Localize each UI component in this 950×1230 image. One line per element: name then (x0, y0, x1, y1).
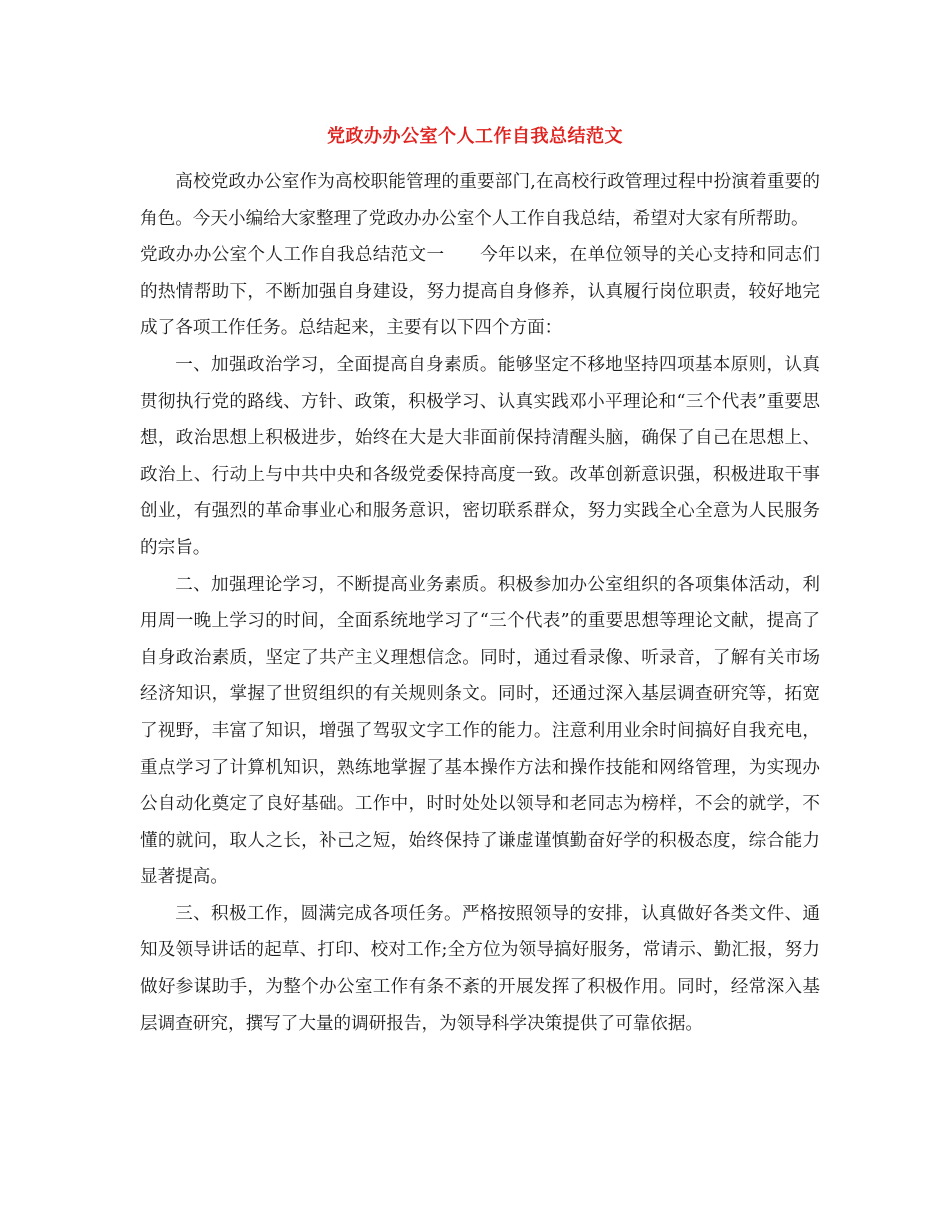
paragraph-point-two: 二、加强理论学习，不断提高业务素质。积极参加办公室组织的各项集体活动，利用周一晚上学习的时间，全面系统地学习了“三个代表”的重要思想等理论文献，提高了自身政治素质，坚定了共产主义理想信念。同时，通过看录像、听录音，了解有关市场经济知识，掌握了世贸组织的有关规则条文。同时，还通过深入基层调查研究等，拓宽了视野，丰富了知识，增强了驾驭文字工作的能力。注意利用业余时间搞好自我充电，重点学习了计算机知识，熟练地掌握了基本操作方法和操作技能和网络管理，为实现办公自动化奠定了良好基础。工作中，时时处处以领导和老同志为榜样，不会的就学，不懂的就问，取人之长，补己之短，始终保持了谦虚谨慎勤奋好学的积极态度，综合能力显著提高。 (140, 574, 820, 888)
paragraph-point-three: 三、积极工作，圆满完成各项任务。严格按照领导的安排，认真做好各类文件、通知及领导讲话的起草、打印、校对工作;全方位为领导搞好服务，常请示、勤汇报，努力做好参谋助手，为整个办公室工作有条不紊的开展发挥了积极作用。同时，经常深入基层调查研究，撰写了大量的调研报告，为领导科学决策提供了可靠依据。 (140, 903, 820, 1034)
paragraph-section-one-heading: 党政办办公室个人工作自我总结范文一 今年以来，在单位领导的关心支持和同志们的热情帮助下，不断加强自身建设，努力提高自身修养，认真履行岗位职责，较好地完成了各项工作任务。总结起来，主要有以下四个方面： (140, 245, 820, 339)
paragraph-intro: 高校党政办公室作为高校职能管理的重要部门,在高校行政管理过程中扮演着重要的角色。今天小编给大家整理了党政办办公室个人工作自我总结，希望对大家有所帮助。 (140, 172, 820, 229)
paragraph-point-one: 一、加强政治学习，全面提高自身素质。能够坚定不移地坚持四项基本原则，认真贯彻执行党的路线、方针、政策，积极学习、认真实践邓小平理论和“三个代表”重要思想，政治思想上积极进步，始终在大是大非面前保持清醒头脑，确保了自己在思想上、政治上、行动上与中共中央和各级党委保持高度一致。改革创新意识强，积极进取干事创业，有强烈的革命事业心和服务意识，密切联系群众，努力实践全心全意为人民服务的宗旨。 (140, 354, 820, 558)
document-body (140, 164, 820, 1042)
document-title: 党政办办公室个人工作自我总结范文 (327, 126, 623, 147)
